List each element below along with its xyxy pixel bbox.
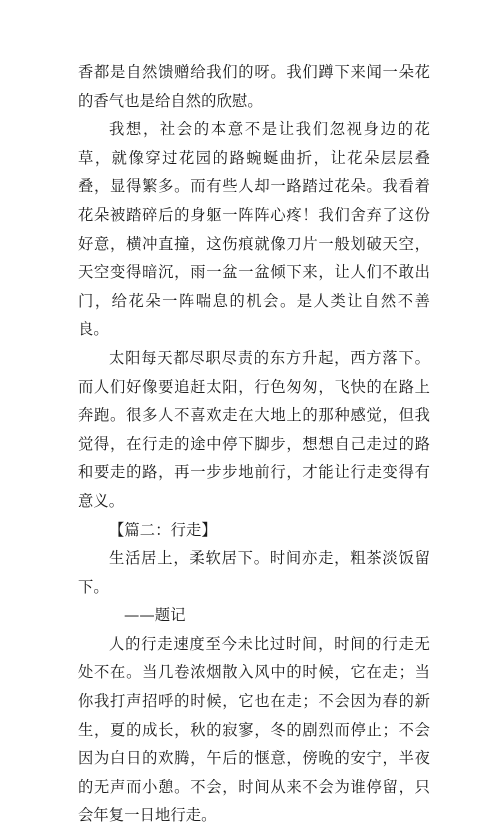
epigraph-attribution: ——题记 — [124, 606, 186, 625]
document-body — [78, 58, 430, 830]
paragraph: 太阳每天都尽职尽责的东方升起，西方落下。而人们好像要追赶太阳，行色匆匆，飞快的在路上奔跑。很多人不喜欢走在大地上的那种感觉，但我觉得，在行走的途中停下脚步，想想自己走过的路和要走的路，再一步步地前行，才能让行走变得有意义。 — [78, 348, 430, 510]
epigraph: 生活居上，柔软居下。时间亦走，粗茶淡饭留下。 — [78, 549, 430, 596]
paragraph-continuation: 香都是自然馈赠给我们的呀。我们蹲下来闻一朵花的香气也是给自然的欣慰。 — [78, 63, 430, 110]
paragraph: 人的行走速度至今未比过时间，时间的行走无处不在。当几卷浓烟散入风中的时候，它在走；当你我打声招呼的时候，它也在走；不会因为春的新生，夏的成长，秋的寂寥，冬的剧烈而停止；不会因为白日的欢腾，午后的惬意，傍晚的安宁，半夜的无声而小憩。不会，时间从来不会为谁停留，只会年复一日地行走。 — [78, 634, 430, 825]
section-heading: 【篇二：行走】 — [109, 520, 217, 539]
paragraph: 我想，社会的本意不是让我们忽视身边的花草，就像穿过花园的路蜿蜒曲折，让花朵层层叠叠，显得繁多。而有些人却一路踏过花朵。我看着花朵被踏碎后的身躯一阵阵心疼！我们舍弃了这份好意，横冲直撞，这伤痕就像刀片一般划破天空，天空变得暗沉，雨一盆一盆倾下来，让人们不敢出门，给花朵一阵喘息的机会。是人类让自然不善良。 — [78, 120, 430, 339]
